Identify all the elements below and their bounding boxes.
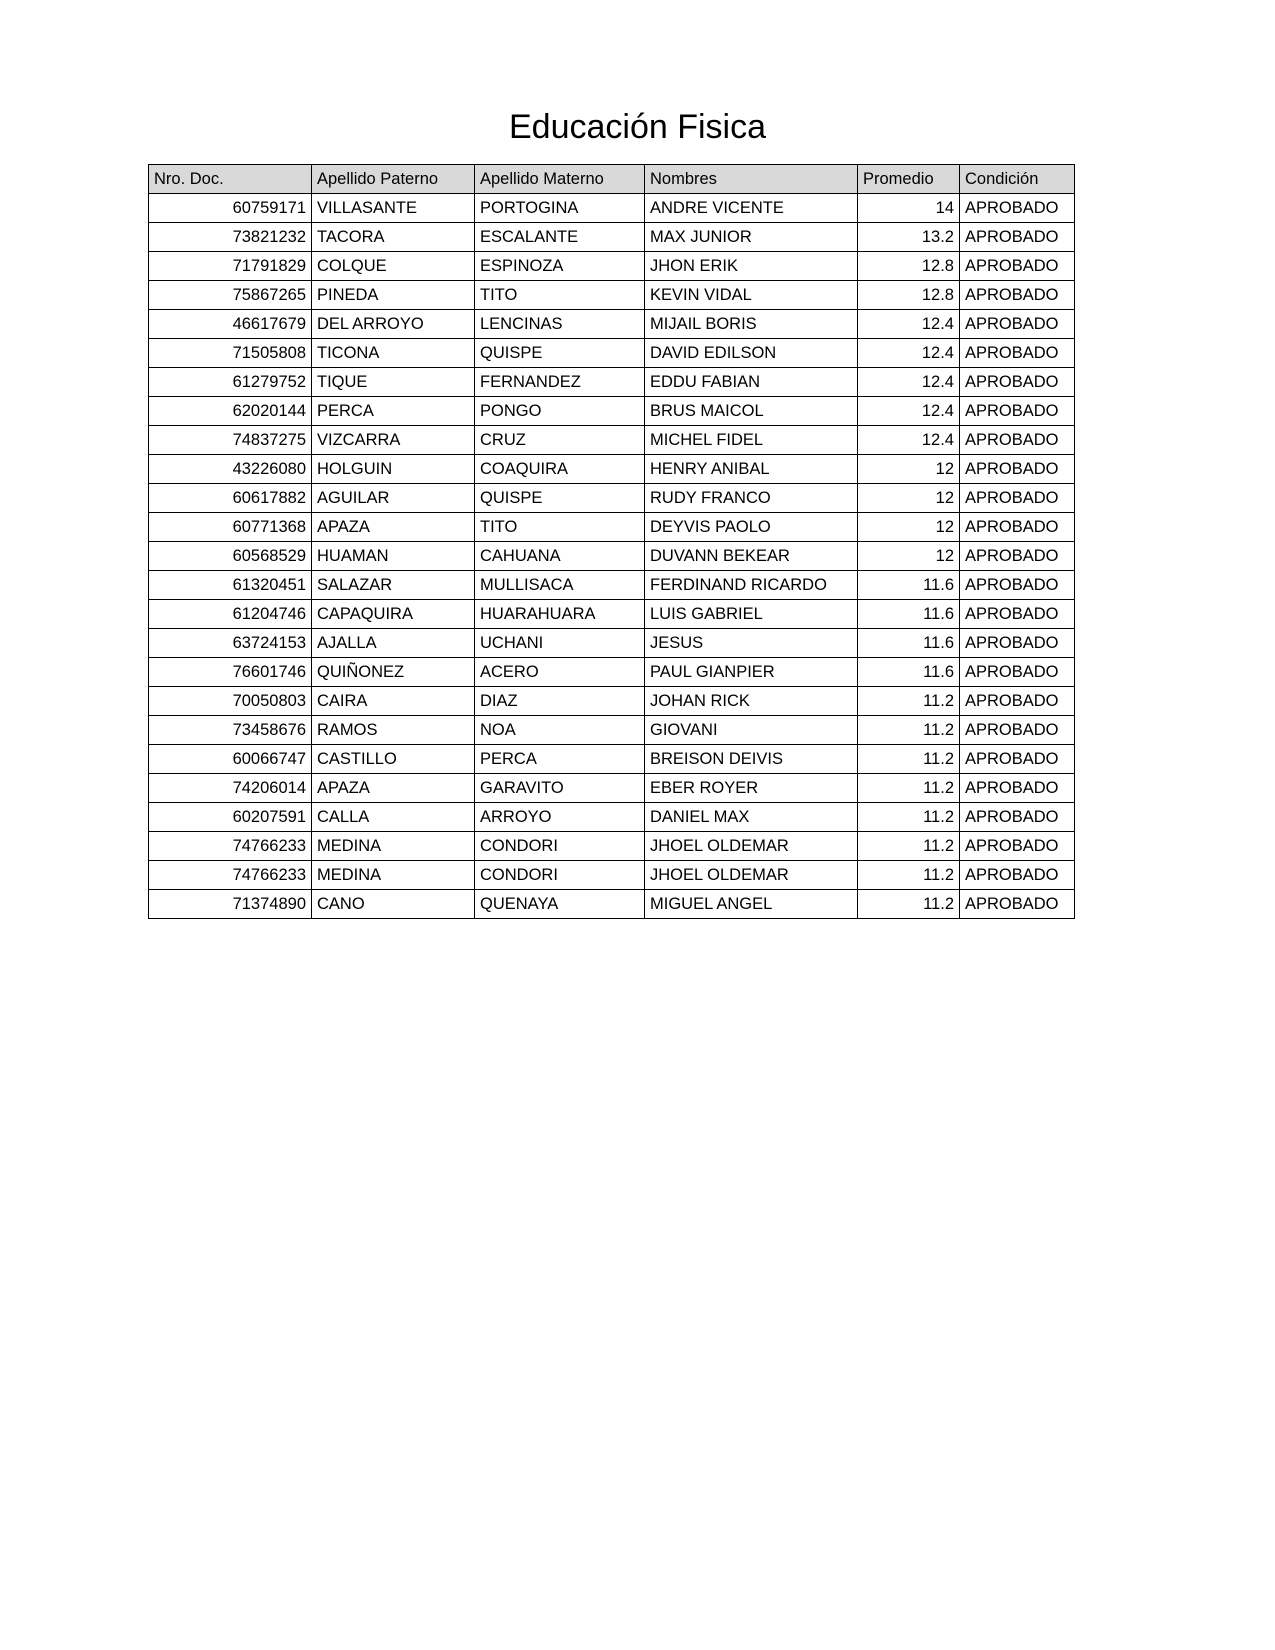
table-body — [149, 194, 1075, 919]
table-row — [149, 455, 1075, 484]
column-header-apellido-materno: Apellido Materno — [475, 165, 645, 194]
cell-apellido-paterno: PERCA — [312, 397, 475, 426]
cell-condicion: APROBADO — [960, 716, 1075, 745]
column-header-apellido-paterno: Apellido Paterno — [312, 165, 475, 194]
cell-nro-doc: 74837275 — [149, 426, 312, 455]
cell-apellido-materno: HUARAHUARA — [475, 600, 645, 629]
cell-nombres: ANDRE VICENTE — [645, 194, 858, 223]
cell-nro-doc: 76601746 — [149, 658, 312, 687]
cell-apellido-paterno: VILLASANTE — [312, 194, 475, 223]
table-row — [149, 803, 1075, 832]
cell-apellido-materno: QUISPE — [475, 339, 645, 368]
cell-nombres: BREISON DEIVIS — [645, 745, 858, 774]
cell-apellido-materno: FERNANDEZ — [475, 368, 645, 397]
cell-nombres: FERDINAND RICARDO — [645, 571, 858, 600]
cell-apellido-paterno: AJALLA — [312, 629, 475, 658]
cell-condicion: APROBADO — [960, 252, 1075, 281]
cell-apellido-materno: MULLISACA — [475, 571, 645, 600]
cell-promedio: 11.2 — [858, 687, 960, 716]
cell-apellido-paterno: PINEDA — [312, 281, 475, 310]
table-row — [149, 542, 1075, 571]
cell-nombres: EBER ROYER — [645, 774, 858, 803]
cell-promedio: 13.2 — [858, 223, 960, 252]
cell-apellido-materno: ARROYO — [475, 803, 645, 832]
cell-apellido-materno: PONGO — [475, 397, 645, 426]
cell-apellido-materno: CRUZ — [475, 426, 645, 455]
cell-condicion: APROBADO — [960, 861, 1075, 890]
table-row — [149, 397, 1075, 426]
cell-condicion: APROBADO — [960, 803, 1075, 832]
cell-nro-doc: 74766233 — [149, 832, 312, 861]
cell-apellido-paterno: CASTILLO — [312, 745, 475, 774]
cell-promedio: 11.2 — [858, 716, 960, 745]
table-row — [149, 890, 1075, 919]
cell-promedio: 14 — [858, 194, 960, 223]
table-row — [149, 194, 1075, 223]
cell-nombres: DEYVIS PAOLO — [645, 513, 858, 542]
cell-nombres: JHON ERIK — [645, 252, 858, 281]
cell-promedio: 11.2 — [858, 803, 960, 832]
cell-nro-doc: 74206014 — [149, 774, 312, 803]
cell-condicion: APROBADO — [960, 455, 1075, 484]
column-header-promedio: Promedio — [858, 165, 960, 194]
cell-apellido-paterno: COLQUE — [312, 252, 475, 281]
cell-apellido-paterno: CAIRA — [312, 687, 475, 716]
cell-nombres: DAVID EDILSON — [645, 339, 858, 368]
table-row — [149, 484, 1075, 513]
table-row — [149, 687, 1075, 716]
cell-nombres: EDDU FABIAN — [645, 368, 858, 397]
cell-promedio: 12.8 — [858, 252, 960, 281]
table-row — [149, 281, 1075, 310]
cell-nro-doc: 60617882 — [149, 484, 312, 513]
cell-apellido-materno: CONDORI — [475, 861, 645, 890]
cell-promedio: 11.6 — [858, 629, 960, 658]
cell-condicion: APROBADO — [960, 600, 1075, 629]
cell-promedio: 11.6 — [858, 571, 960, 600]
table-row — [149, 774, 1075, 803]
cell-condicion: APROBADO — [960, 629, 1075, 658]
cell-nombres: DANIEL MAX — [645, 803, 858, 832]
cell-condicion: APROBADO — [960, 368, 1075, 397]
cell-apellido-paterno: APAZA — [312, 513, 475, 542]
cell-apellido-paterno: MEDINA — [312, 861, 475, 890]
cell-apellido-paterno: TIQUE — [312, 368, 475, 397]
cell-apellido-materno: NOA — [475, 716, 645, 745]
cell-condicion: APROBADO — [960, 310, 1075, 339]
table-row — [149, 629, 1075, 658]
cell-nro-doc: 60207591 — [149, 803, 312, 832]
column-header-nro-doc: Nro. Doc. — [149, 165, 312, 194]
cell-promedio: 12 — [858, 484, 960, 513]
grades-table — [148, 164, 1075, 919]
cell-promedio: 12.4 — [858, 339, 960, 368]
cell-nro-doc: 43226080 — [149, 455, 312, 484]
cell-apellido-materno: QUISPE — [475, 484, 645, 513]
cell-nombres: MIJAIL BORIS — [645, 310, 858, 339]
table-row — [149, 426, 1075, 455]
cell-nombres: MIGUEL ANGEL — [645, 890, 858, 919]
cell-promedio: 12 — [858, 455, 960, 484]
cell-apellido-paterno: TICONA — [312, 339, 475, 368]
table-row — [149, 658, 1075, 687]
cell-nro-doc: 71791829 — [149, 252, 312, 281]
cell-nombres: HENRY ANIBAL — [645, 455, 858, 484]
cell-apellido-materno: ESCALANTE — [475, 223, 645, 252]
cell-promedio: 11.2 — [858, 832, 960, 861]
cell-condicion: APROBADO — [960, 571, 1075, 600]
cell-apellido-materno: DIAZ — [475, 687, 645, 716]
cell-apellido-paterno: AGUILAR — [312, 484, 475, 513]
cell-apellido-materno: QUENAYA — [475, 890, 645, 919]
cell-nro-doc: 73458676 — [149, 716, 312, 745]
cell-apellido-paterno: APAZA — [312, 774, 475, 803]
cell-condicion: APROBADO — [960, 281, 1075, 310]
cell-promedio: 11.2 — [858, 890, 960, 919]
cell-promedio: 11.6 — [858, 600, 960, 629]
cell-nro-doc: 61320451 — [149, 571, 312, 600]
cell-nro-doc: 63724153 — [149, 629, 312, 658]
cell-apellido-paterno: CALLA — [312, 803, 475, 832]
cell-apellido-materno: TITO — [475, 513, 645, 542]
column-header-condicion: Condición — [960, 165, 1075, 194]
cell-apellido-materno: TITO — [475, 281, 645, 310]
cell-nro-doc: 73821232 — [149, 223, 312, 252]
cell-nro-doc: 70050803 — [149, 687, 312, 716]
cell-condicion: APROBADO — [960, 484, 1075, 513]
cell-apellido-paterno: CAPAQUIRA — [312, 600, 475, 629]
cell-condicion: APROBADO — [960, 339, 1075, 368]
cell-apellido-paterno: RAMOS — [312, 716, 475, 745]
page-title: Educación Fisica — [508, 108, 766, 146]
cell-condicion: APROBADO — [960, 223, 1075, 252]
table-row — [149, 716, 1075, 745]
cell-apellido-paterno: VIZCARRA — [312, 426, 475, 455]
cell-condicion: APROBADO — [960, 774, 1075, 803]
cell-nro-doc: 61204746 — [149, 600, 312, 629]
cell-apellido-paterno: TACORA — [312, 223, 475, 252]
cell-nombres: PAUL GIANPIER — [645, 658, 858, 687]
cell-nombres: JOHAN RICK — [645, 687, 858, 716]
column-header-nombres: Nombres — [645, 165, 858, 194]
cell-promedio: 11.2 — [858, 745, 960, 774]
cell-promedio: 12.4 — [858, 310, 960, 339]
cell-nombres: GIOVANI — [645, 716, 858, 745]
cell-apellido-paterno: DEL ARROYO — [312, 310, 475, 339]
cell-nro-doc: 74766233 — [149, 861, 312, 890]
cell-nombres: JHOEL OLDEMAR — [645, 832, 858, 861]
cell-apellido-materno: LENCINAS — [475, 310, 645, 339]
table-row — [149, 513, 1075, 542]
cell-condicion: APROBADO — [960, 542, 1075, 571]
cell-apellido-paterno: HOLGUIN — [312, 455, 475, 484]
cell-nro-doc: 46617679 — [149, 310, 312, 339]
cell-promedio: 11.2 — [858, 861, 960, 890]
cell-condicion: APROBADO — [960, 426, 1075, 455]
cell-apellido-paterno: CANO — [312, 890, 475, 919]
cell-nro-doc: 75867265 — [149, 281, 312, 310]
cell-condicion: APROBADO — [960, 890, 1075, 919]
table-row — [149, 339, 1075, 368]
cell-promedio: 12 — [858, 542, 960, 571]
cell-apellido-materno: GARAVITO — [475, 774, 645, 803]
cell-apellido-materno: CONDORI — [475, 832, 645, 861]
cell-nombres: DUVANN BEKEAR — [645, 542, 858, 571]
cell-nombres: MICHEL FIDEL — [645, 426, 858, 455]
cell-nro-doc: 60759171 — [149, 194, 312, 223]
cell-condicion: APROBADO — [960, 397, 1075, 426]
cell-promedio: 12.4 — [858, 426, 960, 455]
cell-condicion: APROBADO — [960, 832, 1075, 861]
table-row — [149, 571, 1075, 600]
grades-table-container — [148, 164, 1074, 919]
cell-promedio: 11.2 — [858, 774, 960, 803]
cell-nombres: MAX JUNIOR — [645, 223, 858, 252]
cell-nombres: RUDY FRANCO — [645, 484, 858, 513]
cell-apellido-paterno: MEDINA — [312, 832, 475, 861]
cell-apellido-materno: PORTOGINA — [475, 194, 645, 223]
table-row — [149, 252, 1075, 281]
cell-nro-doc: 60066747 — [149, 745, 312, 774]
cell-promedio: 12.4 — [858, 397, 960, 426]
cell-nombres: KEVIN VIDAL — [645, 281, 858, 310]
table-header — [149, 165, 1075, 194]
cell-nro-doc: 61279752 — [149, 368, 312, 397]
table-row — [149, 223, 1075, 252]
cell-nombres: BRUS MAICOL — [645, 397, 858, 426]
cell-nombres: JHOEL OLDEMAR — [645, 861, 858, 890]
cell-condicion: APROBADO — [960, 658, 1075, 687]
cell-apellido-paterno: QUIÑONEZ — [312, 658, 475, 687]
cell-apellido-materno: ESPINOZA — [475, 252, 645, 281]
cell-apellido-paterno: HUAMAN — [312, 542, 475, 571]
table-row — [149, 832, 1075, 861]
cell-apellido-materno: CAHUANA — [475, 542, 645, 571]
cell-apellido-materno: ACERO — [475, 658, 645, 687]
cell-promedio: 12.8 — [858, 281, 960, 310]
cell-nombres: LUIS GABRIEL — [645, 600, 858, 629]
cell-nro-doc: 71505808 — [149, 339, 312, 368]
cell-nro-doc: 60568529 — [149, 542, 312, 571]
cell-condicion: APROBADO — [960, 745, 1075, 774]
cell-promedio: 12.4 — [858, 368, 960, 397]
cell-apellido-materno: COAQUIRA — [475, 455, 645, 484]
cell-apellido-materno: PERCA — [475, 745, 645, 774]
cell-nombres: JESUS — [645, 629, 858, 658]
table-row — [149, 310, 1075, 339]
table-row — [149, 745, 1075, 774]
cell-condicion: APROBADO — [960, 194, 1075, 223]
table-header-row — [149, 165, 1075, 194]
cell-condicion: APROBADO — [960, 687, 1075, 716]
cell-condicion: APROBADO — [960, 513, 1075, 542]
cell-promedio: 11.6 — [858, 658, 960, 687]
cell-nro-doc: 71374890 — [149, 890, 312, 919]
cell-apellido-paterno: SALAZAR — [312, 571, 475, 600]
cell-apellido-materno: UCHANI — [475, 629, 645, 658]
table-row — [149, 600, 1075, 629]
cell-nro-doc: 62020144 — [149, 397, 312, 426]
table-row — [149, 368, 1075, 397]
cell-nro-doc: 60771368 — [149, 513, 312, 542]
cell-promedio: 12 — [858, 513, 960, 542]
table-row — [149, 861, 1075, 890]
